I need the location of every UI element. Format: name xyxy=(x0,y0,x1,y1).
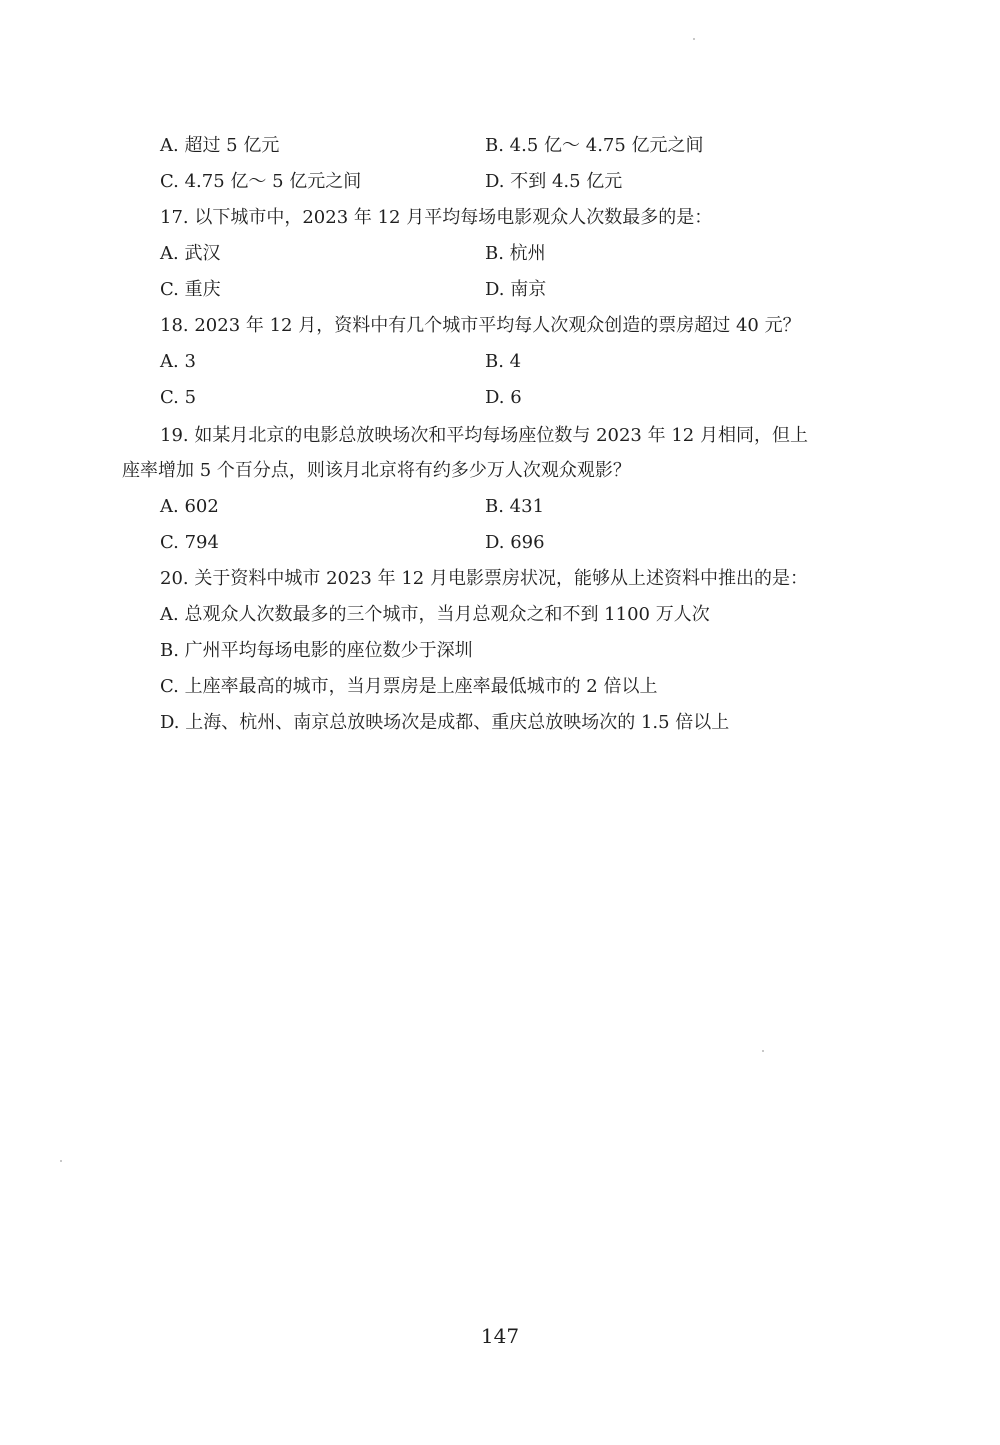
q20-option-d: D. 上海、杭州、南京总放映场次是成都、重庆总放映场次的 1.5 倍以上 xyxy=(160,712,730,733)
q19-stem-line1: 19. 如某月北京的电影总放映场次和平均每场座位数与 2023 年 12 月相同，但上 xyxy=(160,425,808,446)
q17-option-a: A. 武汉 xyxy=(160,243,221,264)
q19-option-b: B. 431 xyxy=(485,496,545,517)
q18-option-a: A. 3 xyxy=(160,351,196,372)
q19-option-c: C. 794 xyxy=(160,532,219,553)
page-number: 147 xyxy=(480,1324,520,1348)
q16-option-d: D. 不到 4.5 亿元 xyxy=(485,171,623,192)
q18-option-c: C. 5 xyxy=(160,387,197,408)
q20-option-b: B. 广州平均每场电影的座位数少于深圳 xyxy=(160,640,473,661)
q17-option-d: D. 南京 xyxy=(485,279,547,300)
q19-option-a: A. 602 xyxy=(160,496,219,517)
q18-option-d: D. 6 xyxy=(485,387,522,408)
q20-option-c: C. 上座率最高的城市，当月票房是上座率最低城市的 2 倍以上 xyxy=(160,676,658,697)
q16-option-b: B. 4.5 亿～ 4.75 亿元之间 xyxy=(485,135,704,156)
scan-speck xyxy=(693,38,695,40)
q17-option-b: B. 杭州 xyxy=(485,243,546,264)
q16-option-a: A. 超过 5 亿元 xyxy=(160,135,280,156)
q16-option-c: C. 4.75 亿～ 5 亿元之间 xyxy=(160,171,362,192)
q18-option-b: B. 4 xyxy=(485,351,522,372)
q18-stem: 18. 2023 年 12 月，资料中有几个城市平均每人次观众创造的票房超过 40 元？ xyxy=(160,315,801,336)
scan-speck xyxy=(762,1050,764,1052)
q19-stem-line2: 座率增加 5 个百分点，则该月北京将有约多少万人次观众观影？ xyxy=(122,460,631,481)
q20-option-a: A. 总观众人次数最多的三个城市，当月总观众之和不到 1100 万人次 xyxy=(160,604,710,625)
q20-stem: 20. 关于资料中城市 2023 年 12 月电影票房状况，能够从上述资料中推出的是： xyxy=(160,568,808,589)
q17-stem: 17. 以下城市中，2023 年 12 月平均每场电影观众人次数最多的是： xyxy=(160,207,713,228)
q19-option-d: D. 696 xyxy=(485,532,545,553)
scan-speck xyxy=(60,1160,62,1162)
q17-option-c: C. 重庆 xyxy=(160,279,221,300)
